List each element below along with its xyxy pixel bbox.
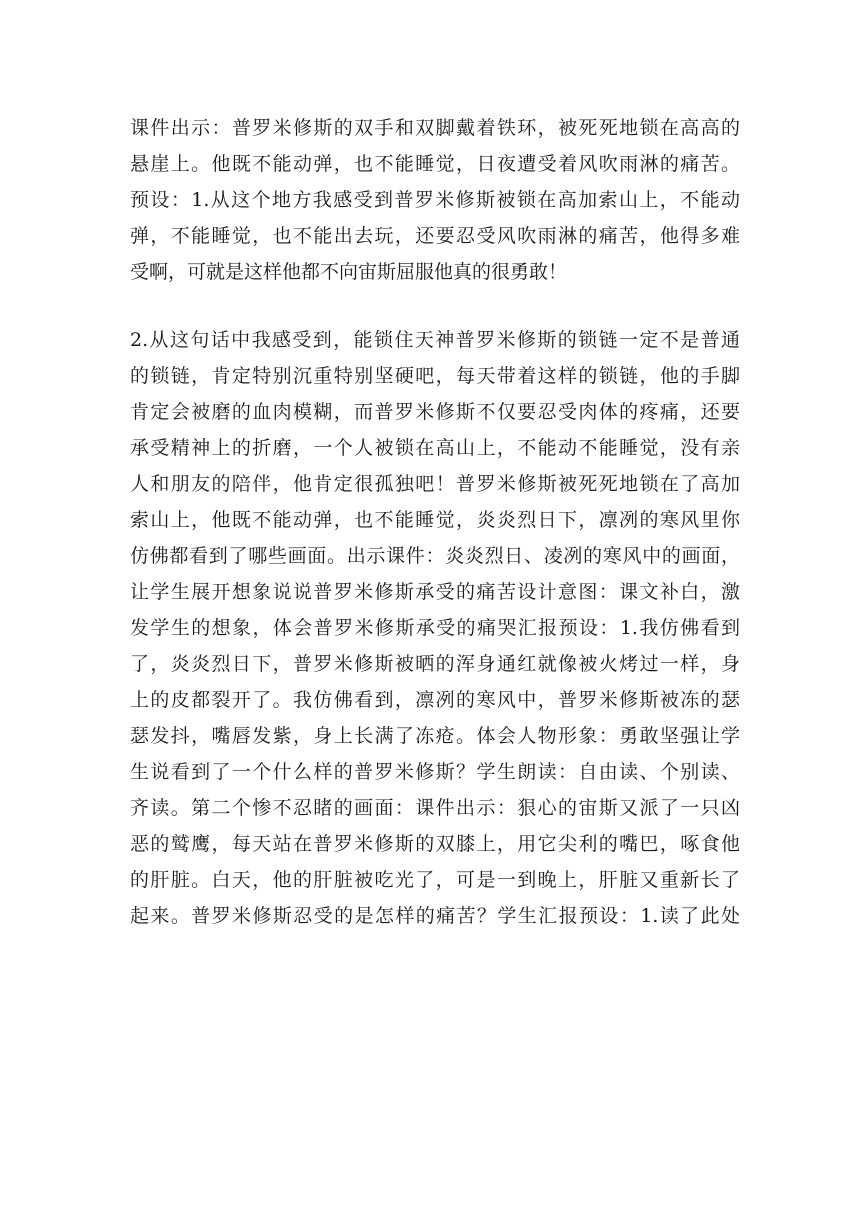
text-line: 悬崖上。他既不能动弹，也不能睡觉，日夜遭受着风吹雨淋的痛苦。 xyxy=(130,153,740,175)
paragraph-2 xyxy=(130,322,740,934)
text-line: 上的皮都裂开了。我仿佛看到，凛冽的寒风中，普罗米修斯被冻的瑟 xyxy=(130,689,740,711)
text-line: 生说看到了一个什么样的普罗米修斯？学生朗读：自由读、个别读、 xyxy=(130,761,740,783)
text-line: 发学生的想象，体会普罗米修斯承受的痛哭汇报预设：1.我仿佛看到 xyxy=(130,617,740,639)
text-line: 承受精神上的折磨，一个人被锁在高山上，不能动不能睡觉，没有亲 xyxy=(130,437,740,459)
paragraph-1 xyxy=(130,110,740,290)
text-line: 的锁链，肯定特别沉重特别坚硬吧，每天带着这样的锁链，他的手脚 xyxy=(130,365,740,387)
text-line: 弹，不能睡觉，也不能出去玩，还要忍受风吹雨淋的痛苦，他得多难 xyxy=(130,225,740,247)
text-line: 索山上，他既不能动弹，也不能睡觉，炎炎烈日下，凛冽的寒风里你 xyxy=(130,509,740,531)
text-line: 让学生展开想象说说普罗米修斯承受的痛苦设计意图：课文补白，激 xyxy=(130,581,740,603)
text-line: 2.从这句话中我感受到，能锁住天神普罗米修斯的锁链一定不是普通 xyxy=(130,329,740,351)
text-line: 预设：1.从这个地方我感受到普罗米修斯被锁在高加索山上，不能动 xyxy=(130,189,740,211)
text-line: 课件出示：普罗米修斯的双手和双脚戴着铁环，被死死地锁在高高的 xyxy=(130,117,740,139)
text-line: 瑟发抖，嘴唇发紫，身上长满了冻疮。体会人物形象：勇敢坚强让学 xyxy=(130,725,740,747)
text-line: 人和朋友的陪伴，他肯定很孤独吧！普罗米修斯被死死地锁在了高加 xyxy=(130,473,740,495)
text-line: 受啊，可就是这样他都不向宙斯屈服他真的很勇敢！ xyxy=(130,261,568,283)
text-line: 了，炎炎烈日下，普罗米修斯被晒的浑身通红就像被火烤过一样，身 xyxy=(130,653,740,675)
text-line: 肯定会被磨的血肉模糊，而普罗米修斯不仅要忍受肉体的疼痛，还要 xyxy=(130,401,740,423)
text-line: 齐读。第二个惨不忍睹的画面：课件出示：狠心的宙斯又派了一只凶 xyxy=(130,797,740,819)
text-line: 仿佛都看到了哪些画面。出示课件：炎炎烈日、凌冽的寒风中的画面， xyxy=(130,545,740,567)
text-line: 的肝脏。白天，他的肝脏被吃光了，可是一到晚上，肝脏又重新长了 xyxy=(130,869,740,891)
text-line: 恶的鹫鹰，每天站在普罗米修斯的双膝上，用它尖利的嘴巴，啄食他 xyxy=(130,833,740,855)
text-line: 起来。普罗米修斯忍受的是怎样的痛苦？学生汇报预设：1.读了此处 xyxy=(130,905,740,927)
